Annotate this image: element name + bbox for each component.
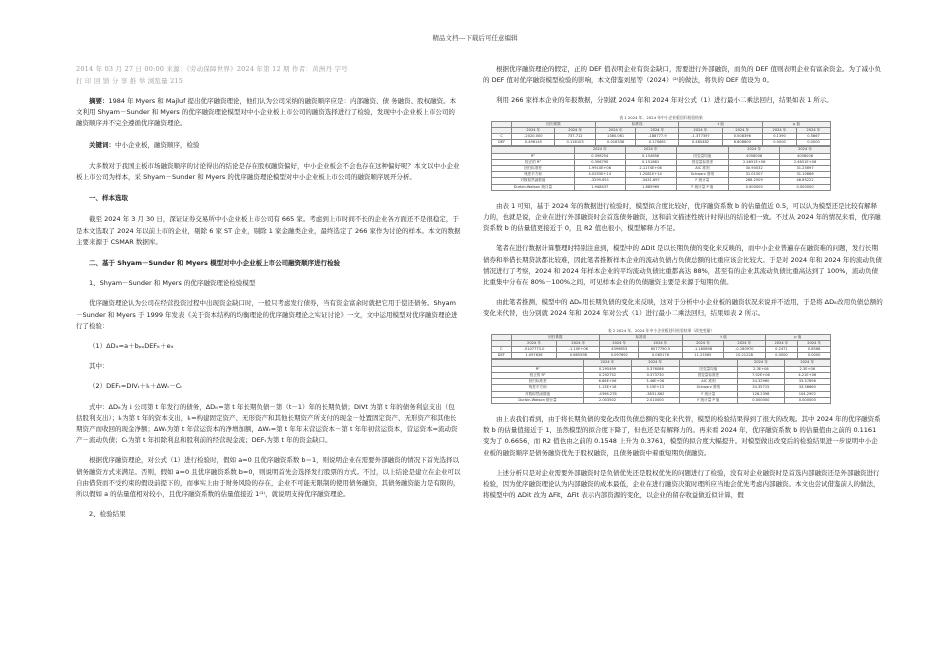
table-cell: 0.0000 xyxy=(796,140,830,146)
table-cell: 0.154858 xyxy=(625,153,676,159)
table-cell: 回归系数 xyxy=(511,334,600,340)
table-cell: 对数似然函数值 xyxy=(492,391,584,397)
table-cell: 2.4651E+06 xyxy=(729,159,780,165)
table-cell: 2024 年 xyxy=(584,360,632,366)
table-cell: 0.485482 xyxy=(679,140,722,146)
table-1-main xyxy=(491,121,831,147)
table-cell: 4058008 xyxy=(780,153,831,159)
table-cell: C xyxy=(492,134,512,140)
table-cell: DEF xyxy=(492,140,512,146)
table-cell: -3431.697 xyxy=(625,178,676,184)
table-1-caption: 表 1 2024 年、2024 年中小企业板回归检验结果 xyxy=(619,114,703,120)
table-cell: 46.85222 xyxy=(780,178,831,184)
table-cell: 30.90032 xyxy=(729,166,780,172)
table-cell: 1.2081E+14 xyxy=(625,172,676,178)
table-cell: 回归标准差 xyxy=(492,166,575,172)
table-cell: 1.948437 xyxy=(574,184,625,190)
table-cell: -3831.862 xyxy=(631,391,679,397)
right-paragraph-4: 笔者在进行数据计算整理时特别注意到，模型中的 ΔDit 是以长期负债的变化来反映的，而中小企业普遍存在融资难的问题，发行长期债券和举借长期贷款都比较难，因此笔者推断样本企业的流动负债占负债总额的比重应该会比较大。于是对 2024 年和 2024 年的流动负债情况进行了考察，2024 和 2024 年样本企业的平均流动负债比重都高达 88%，甚至有的企业其流动负债比重高达到了 100%，流动负债比重集中分布在 80%－100%之间，可见样本企业的负债融资主要是来源于短期负债。 xyxy=(483,244,882,287)
table-cell: 2024 年 xyxy=(512,127,555,133)
table-cell: 0.292752 xyxy=(584,372,632,378)
equation-1: （1）ΔDᵢₜ=a＋bₚₒDEFᵢₜ＋eᵢₜ xyxy=(89,342,174,351)
keywords-label: 关键词： xyxy=(89,140,115,149)
table-cell: 0.508396 xyxy=(722,134,762,140)
table-cell: Schwarz 准则 xyxy=(676,172,729,178)
right-column xyxy=(483,64,883,501)
right-paragraph-3: 由表 1 可知，基于 2024 年的数据进行检验时，模型拟合度比较好，优序融资系数 b 的估量值近 0.5，可以认为模型还是比较有解释力的，也就是说，企业在进行外部融资时会首选债务融资，这和前文描述性统计时得出的结论相一致。不过从 2024 年的情况来看，优序融资系数 b 的估量值更接近于 0，且 R2 值也很小，模型解释力不足。 xyxy=(483,201,881,233)
table-cell: R² xyxy=(492,153,575,159)
table-cell: 104.2902 xyxy=(784,391,830,397)
table-cell: 标准误 xyxy=(600,334,682,340)
table-cell: F 统计量 P 值 xyxy=(679,397,738,403)
table-cell: 残差平方和 xyxy=(492,385,584,391)
table-cell: Durbin-Watson 统计量 xyxy=(492,184,575,190)
table-cell: 0.398254 xyxy=(574,153,625,159)
table-2-caption: 表 2 2024 年、2024 年中小企业板回归检验结果（改变变量） xyxy=(607,327,715,333)
table-cell: 0.000000 xyxy=(729,184,780,190)
table-cell: 2024 年 xyxy=(511,340,557,346)
table-cell: 2.003502 xyxy=(584,397,632,403)
table-cell: 0.170681 xyxy=(636,140,679,146)
section2-title: 二、基于 Shyam－Sunder 和 Myers 模型对中小企业板上市公司融资顺序进行检验 xyxy=(89,259,341,268)
table-cell: 11.23565 xyxy=(682,353,723,359)
equation-2: （2）DEFₜ=DIVₜ＋Iₜ＋ΔWₜ－Cₜ xyxy=(89,382,183,391)
table-cell: 2.3E+06 xyxy=(784,366,830,372)
abstract xyxy=(76,96,461,130)
table-cell: -0.180970 xyxy=(724,347,765,353)
table-cell: 因变量均值 xyxy=(676,153,729,159)
table-cell: 2024 年 xyxy=(765,340,798,346)
table-cell: -1.160898 xyxy=(682,347,723,353)
right-paragraph-5: 由此笔者推测，模型中的 ΔDᵢₜ用长期负债的变化来反映，这对于分析中小企业板的融资状况来说并不适用，于是将 ΔDᵢₜ改用负债总额的变化来代替，也分别就 2024 年和 2024 年对公式（1）进行最小二乘法回归，结果如表 2 所示。 xyxy=(483,298,883,318)
table-cell: F 统计量 xyxy=(676,178,729,184)
table-cell: 10.21228 xyxy=(724,353,765,359)
table-cell: 0.116103 xyxy=(555,140,595,146)
table-2-stats xyxy=(491,359,831,403)
table-cell: 2024 年 xyxy=(798,340,831,346)
abstract-text: 1984 年 Myers 和 Majluf 提出优序融资理论，他们认为公司采纳的融资顺序应是：内部融资、债 务融资、股权融资。本文利用 Shyam－Sunder 和 Myers 的优序融资理论模型对中小企业板上市公司的融资选择进行了检验，发现中小企业板上市公司的融资顺序并不完全遵循优序融资理论。 xyxy=(76,97,457,128)
table-cell: 2.1174E+06 xyxy=(625,166,676,172)
table-cell: 4.0255E+14 xyxy=(574,172,625,178)
table-cell: 1.13E+16 xyxy=(584,385,632,391)
abstract-label: 摘要： xyxy=(89,97,109,105)
table-cell: 2024 年 xyxy=(738,360,784,366)
table-cell: 2024 年 xyxy=(555,127,595,133)
table-cell: 校正的 R² xyxy=(492,159,575,165)
keywords-text: 中小企业板，融资顺序，检验 xyxy=(115,140,200,149)
table-row xyxy=(492,184,831,190)
table-cell: 0.295499 xyxy=(584,366,632,372)
table-cell: 0.000000 xyxy=(780,184,831,190)
table-cell: 2024 年 xyxy=(780,147,831,153)
section2-subtitle-2: 2、检验结果 xyxy=(89,510,126,519)
table-row xyxy=(492,353,831,359)
table-cell: -1.10E+06 xyxy=(557,347,600,353)
table-cell: 校正的 R² xyxy=(492,372,584,378)
table-cell: 4058008 xyxy=(729,153,780,159)
table-cell: 6.66E+06 xyxy=(584,379,632,385)
table-cell: 2024 年 xyxy=(574,147,625,153)
table-cell: 31.01507 xyxy=(729,172,780,178)
section1-title: 一、样本选取 xyxy=(89,194,128,203)
table-cell: -2020.000 xyxy=(512,134,555,140)
right-paragraph-1: 根据优序融资理论的假定，正的 DEF 值表明企业有资金缺口，需要进行外部融资，而负的 DEF 值则表明企业有富余资金。为了减小负的 DEF 值对优序融资模型检验的影响，本文借鉴刘星等（2024）⁽²⁾的做法，将负的 DEF 值设为 0。 xyxy=(483,65,881,85)
page-note: 精品文档---下载后可任意编辑 xyxy=(432,34,518,42)
table-cell: 126.2398 xyxy=(738,391,784,397)
table-row xyxy=(492,134,831,140)
table-cell: 6.808600 xyxy=(722,140,762,146)
section2-paragraph-3: 根据优序融资理论，对公式（1）进行检验时，假如 a=0 且优序融资系数 b＝1，则说明企业在需要外部融资的情况下首先选择以债务融资方式来满足。否则，假如 a=0 且优序融资系数 b=0，则说明首先会选择发行股票的方式。不过，以上结论是建立在企业可以自由借贷而不受约束的假设前提下的，而事实上由于财务风险的存在，企业不可能无限制的使用债务融资，其债务融资能力是有限的，所以假如 a 的估量值相对较小，且优序融资系数的估量值接近 1⁽¹⁾，就说明支持优序融资理论。 xyxy=(76,456,461,499)
table-cell: -5107773.0 xyxy=(511,347,557,353)
table-cell: 0.376086 xyxy=(631,366,679,372)
table-cell: 2024 年 xyxy=(763,127,797,133)
table-cell: 0.151861 xyxy=(625,159,676,165)
table-cell: Schwarz 准则 xyxy=(679,385,738,391)
table-cell: 0.1390 xyxy=(763,134,797,140)
table-1-stats xyxy=(491,146,831,190)
table-cell: 7.92E+06 xyxy=(738,372,784,378)
table-cell: 0.000000 xyxy=(784,397,830,403)
table-cell: 对数似然函数值 xyxy=(492,178,575,184)
table-cell: 回归系数 xyxy=(512,121,596,127)
table-cell: -188777.9 xyxy=(636,134,679,140)
table-2 xyxy=(483,328,883,404)
table-cell: 2024 年 xyxy=(729,147,780,153)
table-cell: 2024 年 xyxy=(600,340,639,346)
table-cell: 0.0000 xyxy=(798,353,831,359)
table-cell: 34.32960 xyxy=(738,379,784,385)
table-cell: 残差平方和 xyxy=(492,172,575,178)
table-1 xyxy=(483,115,883,191)
table-cell: t 值 xyxy=(682,334,765,340)
table-cell: 0.5867 xyxy=(796,134,830,140)
table-cell: 2024 年 xyxy=(784,360,830,366)
table-cell: C xyxy=(492,347,512,353)
section2-subtitle-1: 1、Shyam－Sunder 和 Myers 的优序融资理论检验模型 xyxy=(89,279,256,288)
table-cell: -1.377397 xyxy=(679,134,722,140)
table-cell: 1.9910E+06 xyxy=(574,166,625,172)
table-cell: 288.2509 xyxy=(729,178,780,184)
table-cell: 4399853 xyxy=(600,347,639,353)
table-cell: 0.0000 xyxy=(765,353,798,359)
table-cell: -4396.278 xyxy=(584,391,632,397)
table-cell: 0.000000 xyxy=(738,397,784,403)
table-cell: 因变量均值 xyxy=(679,366,738,372)
table-cell: F 统计量 P 值 xyxy=(676,184,729,190)
table-cell: 33.36660 xyxy=(784,385,830,391)
section2-paragraph-2: 式中：ΔDᵢₜ为ｉ公司第 t 年发行的债务，ΔDᵢₜ=第 t 年长期负债－第（t－1）年的长期负债；DIVt 为第 t 年的债务利息支出（包括股利支出）；Iₜ为第 t 年的资本支出，Iₜ=构建固定资产、无形资产和其他长期资产所支付的现金－处置固定资产、无形资产和其他长期资产而收回的现金净额；ΔWₜ为第 t 年营运资本的净增加额，ΔWₜ=第 t 年年末营运资本－第 t 年年初营运资本，营运资本=流动资产－流动负债；Cₜ为第 t 年扣除利息和股利前的经营现金流；DEFₜ为第 t 年的资金缺口。 xyxy=(76,402,458,445)
table-cell: 因变量标准差 xyxy=(676,159,729,165)
table-cell: 2.4651E+06 xyxy=(780,159,831,165)
table-cell: 1380.061 xyxy=(595,134,635,140)
table-cell: 2024 年 xyxy=(639,340,682,346)
table-cell: 1.097636 xyxy=(511,353,557,359)
table-cell: 0.2471 xyxy=(765,347,798,353)
table-cell: Durbin-Watson 统计量 xyxy=(492,397,584,403)
where-label: 其中： xyxy=(89,362,109,371)
section2-paragraph-1: 优序融资理论认为公司在经营投资过程中出现资金缺口时，一般只考虑发行债券，当有资金富余时就把它用于偿还债务。Shyam－Sunder 和 Myers 于 1999 年发表《关于资本结构的均衡理论的优序融资理论之实证讨论》一文，文中运用模型对优序融资理论进行了检验： xyxy=(76,299,458,330)
table-cell: 2024 年 xyxy=(679,127,722,133)
table-cell: 2024 年 xyxy=(724,340,765,346)
table-cell: 737.712 xyxy=(555,134,595,140)
table-cell: AIC 准则 xyxy=(679,379,738,385)
table-row xyxy=(492,347,831,353)
table-cell: 0.665598 xyxy=(557,353,600,359)
keywords xyxy=(76,140,461,151)
table-cell: 2024 年 xyxy=(722,127,762,133)
table-cell: 2024 年 xyxy=(557,340,600,346)
meta-line-1: 2014 年 03 月 27 日 00:00 来源：《劳动保障世界》2024 年第 12 期 作者：黄洲丹 字号 xyxy=(76,65,348,73)
table-cell: 3.46E+06 xyxy=(631,379,679,385)
table-cell: AIC 准则 xyxy=(676,166,729,172)
table-cell: 0.097692 xyxy=(600,353,639,359)
table-cell: 2024 年 xyxy=(595,127,635,133)
right-paragraph-6: 由上表我们看到，由于将长期负债的变化改用负债总额的变化来代替，模型的检验结果得到了很大的改观。其中 2024 年的优序融资系数 b 的估量值接近于 1，虽然模型的拟合度下降了，但也还是有解释力的。再来看 2024 年，优序融资系数 b 的估量值由之前的 0.1161 变为了 0.6656，而 R2 值也由之前的 0.1548 上升为 0.3761，模型的拟合度大幅提升。对模型做出改变后的检验结果进一步说明中小企业板的融资顺序是债务融资优先于股权融资，且债务融资中着重短期负债融资。 xyxy=(483,414,881,457)
right-paragraph-7: 上述分析只是对企业需要外部融资时是负债优先还是股权优先的问题进行了检验，没有对企业融资时是首选内部融资还是外部融资进行检验，因为优序融资理论认为内部融资的成本最低，企业在进行融资决策时理所应当地会优先考虑内部融资。本文也尝试借鉴前人的做法，将模型中的 ΔDit 改为 ΔFit，ΔFit 表示内部资源的变化，以企业的留存收益做近似计算，假 xyxy=(483,468,880,500)
table-cell: 回归标准差 xyxy=(492,379,584,385)
table-cell: 因变量标准差 xyxy=(679,372,738,378)
table-cell: 31.25897 xyxy=(780,166,831,172)
table-cell: 34.35715 xyxy=(738,385,784,391)
table-cell: DEF xyxy=(492,353,512,359)
table-cell: 2.010000 xyxy=(631,397,679,403)
table-cell: 2024 年 xyxy=(796,127,830,133)
table-cell: 标准误 xyxy=(595,121,679,127)
table-cell: 3.15E+15 xyxy=(631,385,679,391)
table-cell: 0.016336 xyxy=(595,140,635,146)
meta-line-2: 打 印 回 馈 分 享 推 举 浏览量 215 xyxy=(76,76,184,85)
table-cell: 0.065176 xyxy=(639,353,682,359)
table-cell: 0.496145 xyxy=(512,140,555,146)
table-cell: 4.21E+06 xyxy=(784,372,830,378)
table-cell: t 值 xyxy=(679,121,763,127)
table-cell: F 统计量 xyxy=(679,391,738,397)
table-cell: 0.8566 xyxy=(798,347,831,353)
table-cell: -3299.651 xyxy=(574,178,625,184)
table-row xyxy=(492,397,831,403)
table-cell: 0.373730 xyxy=(631,372,679,378)
table-cell: p 值 xyxy=(763,121,831,127)
table-cell: 33.37896 xyxy=(784,379,830,385)
table-cell: 0.0000 xyxy=(763,140,797,146)
table-cell: 0.396790 xyxy=(574,159,625,165)
table-cell: p 值 xyxy=(765,334,830,340)
table-cell: 2024 年 xyxy=(631,360,679,366)
left-column xyxy=(76,64,461,520)
table-cell: 6077790.5 xyxy=(639,347,682,353)
table-cell: 2024 年 xyxy=(682,340,723,346)
table-cell: 31.10666 xyxy=(780,172,831,178)
article-meta xyxy=(76,64,461,87)
table-cell: 2.3E+06 xyxy=(738,366,784,372)
table-cell: 2024 年 xyxy=(625,147,676,153)
right-paragraph-2: 利用 266 家样本企业的年报数据，分别就 2024 年和 2024 年对公式（1）进行最小二乘法回归，结果如表 1 所示。 xyxy=(496,96,833,105)
table-cell: 1.885969 xyxy=(625,184,676,190)
section1-text: 截至 2024 年 3 月 30 日，深证证券交易所中小企业板上市公司有 665 家。考虑到上市时间不长的企业各方面还不是很稳定，于是本文选取了 2024 年以前上市的企业，剔除 6 家 ST 企业，剔除 1 家金融类企业，最终选定了 266 家作为讨论的样本。本文的数据主要来源于 CSMAR 数据库。 xyxy=(76,215,461,246)
table-2-main xyxy=(491,334,831,360)
intro-paragraph: 大多数对于我国主板市场融资顺序的讨论得出的结论是存在股权融资偏好，中小企业板会不会也存在这种偏好呢？本文以中小企业板上市公司为样本，采 Shyam－Sunder 和 Myers 的优序融资理论模型对中小企业板上市公司的融资顺序展开分析。 xyxy=(76,161,460,182)
table-row xyxy=(492,140,831,146)
table-cell: 2024 年 xyxy=(636,127,679,133)
table-cell: R² xyxy=(492,366,584,372)
